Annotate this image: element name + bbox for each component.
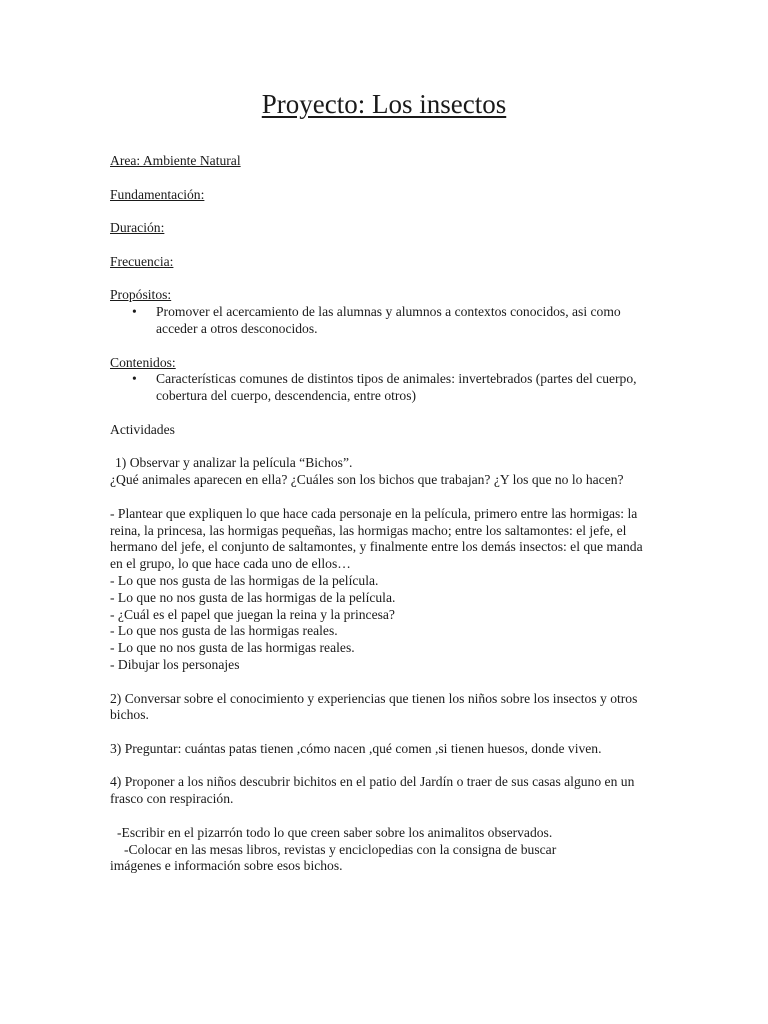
fundamentacion-heading: Fundamentación: xyxy=(110,186,205,202)
activity-1-questions: ¿Qué animales aparecen en ella? ¿Cuáles son los bichos que trabajan? ¿Y los que no lo hacen? xyxy=(110,472,624,488)
activity-1-item: - Lo que nos gusta de las hormigas de la película. xyxy=(110,572,379,588)
contenidos-heading: Contenidos: xyxy=(110,354,176,370)
activity-1-item: - Lo que no nos gusta de las hormigas reales. xyxy=(110,640,355,656)
activity-4: 4) Proponer a los niños descubrir bichitos en el patio del Jardín o traer de sus casas alguno en un frasco con respiración. xyxy=(110,774,635,807)
activity-1-title: 1) Observar y analizar la película “Bichos”. xyxy=(115,455,353,471)
bullet-icon: • xyxy=(132,371,137,387)
document-body xyxy=(110,153,658,875)
activity-4-sub-2: -Colocar en las mesas libros, revistas y enciclopedias con la consigna de buscar xyxy=(124,841,557,857)
list-item xyxy=(110,304,658,338)
contenidos-list xyxy=(110,371,658,405)
frecuencia-heading: Frecuencia: xyxy=(110,253,174,269)
activity-2: 2) Conversar sobre el conocimiento y experiencias que tienen los niños sobre los insectos y otros bichos. xyxy=(110,690,638,723)
contenido-text: Características comunes de distintos tipos de animales: invertebrados (partes del cuerpo, cobertura del cuerpo, descendencia, entre otros) xyxy=(156,371,637,404)
bullet-icon: • xyxy=(132,304,137,320)
proposito-text: Promover el acercamiento de las alumnas y alumnos a contextos conocidos, asi como acceder a otros desconocidos. xyxy=(156,304,621,336)
activity-1-item: - ¿Cuál es el papel que juegan la reina y la princesa? xyxy=(110,606,395,622)
area-line: Area: Ambiente Natural xyxy=(110,153,241,168)
activity-1-plantear: - Plantear que expliquen lo que hace cada personaje en la película, primero entre las hormigas: la reina, la princesa, las hormigas pequeñas, las hormigas macho; entre los saltamontes: el jefe, el hermano del jefe, el conjunto de saltamontes, y finalmente entre los demás insectos: el que manda en el grupo, lo que hace cada uno de ellos… xyxy=(110,505,643,572)
actividades-heading: Actividades xyxy=(110,421,175,437)
activity-1-item: - Dibujar los personajes xyxy=(110,656,240,672)
propositos-heading: Propósitos: xyxy=(110,287,172,303)
activity-1-item: - Lo que no nos gusta de las hormigas de la película. xyxy=(110,589,396,605)
duracion-heading: Duración: xyxy=(110,220,165,236)
document-title: Proyecto: Los insectos xyxy=(261,89,507,119)
activity-3: 3) Preguntar: cuántas patas tienen ,cómo nacen ,qué comen ,si tienen huesos, donde viven. xyxy=(110,740,602,756)
propositos-list xyxy=(110,304,658,338)
list-item xyxy=(110,371,658,405)
activity-1-item: - Lo que nos gusta de las hormigas reales. xyxy=(110,623,338,639)
activity-4-sub-1: -Escribir en el pizarrón todo lo que creen saber sobre los animalitos observados. xyxy=(117,824,553,840)
activity-4-sub-2-cont: imágenes e información sobre esos bichos. xyxy=(110,858,343,874)
